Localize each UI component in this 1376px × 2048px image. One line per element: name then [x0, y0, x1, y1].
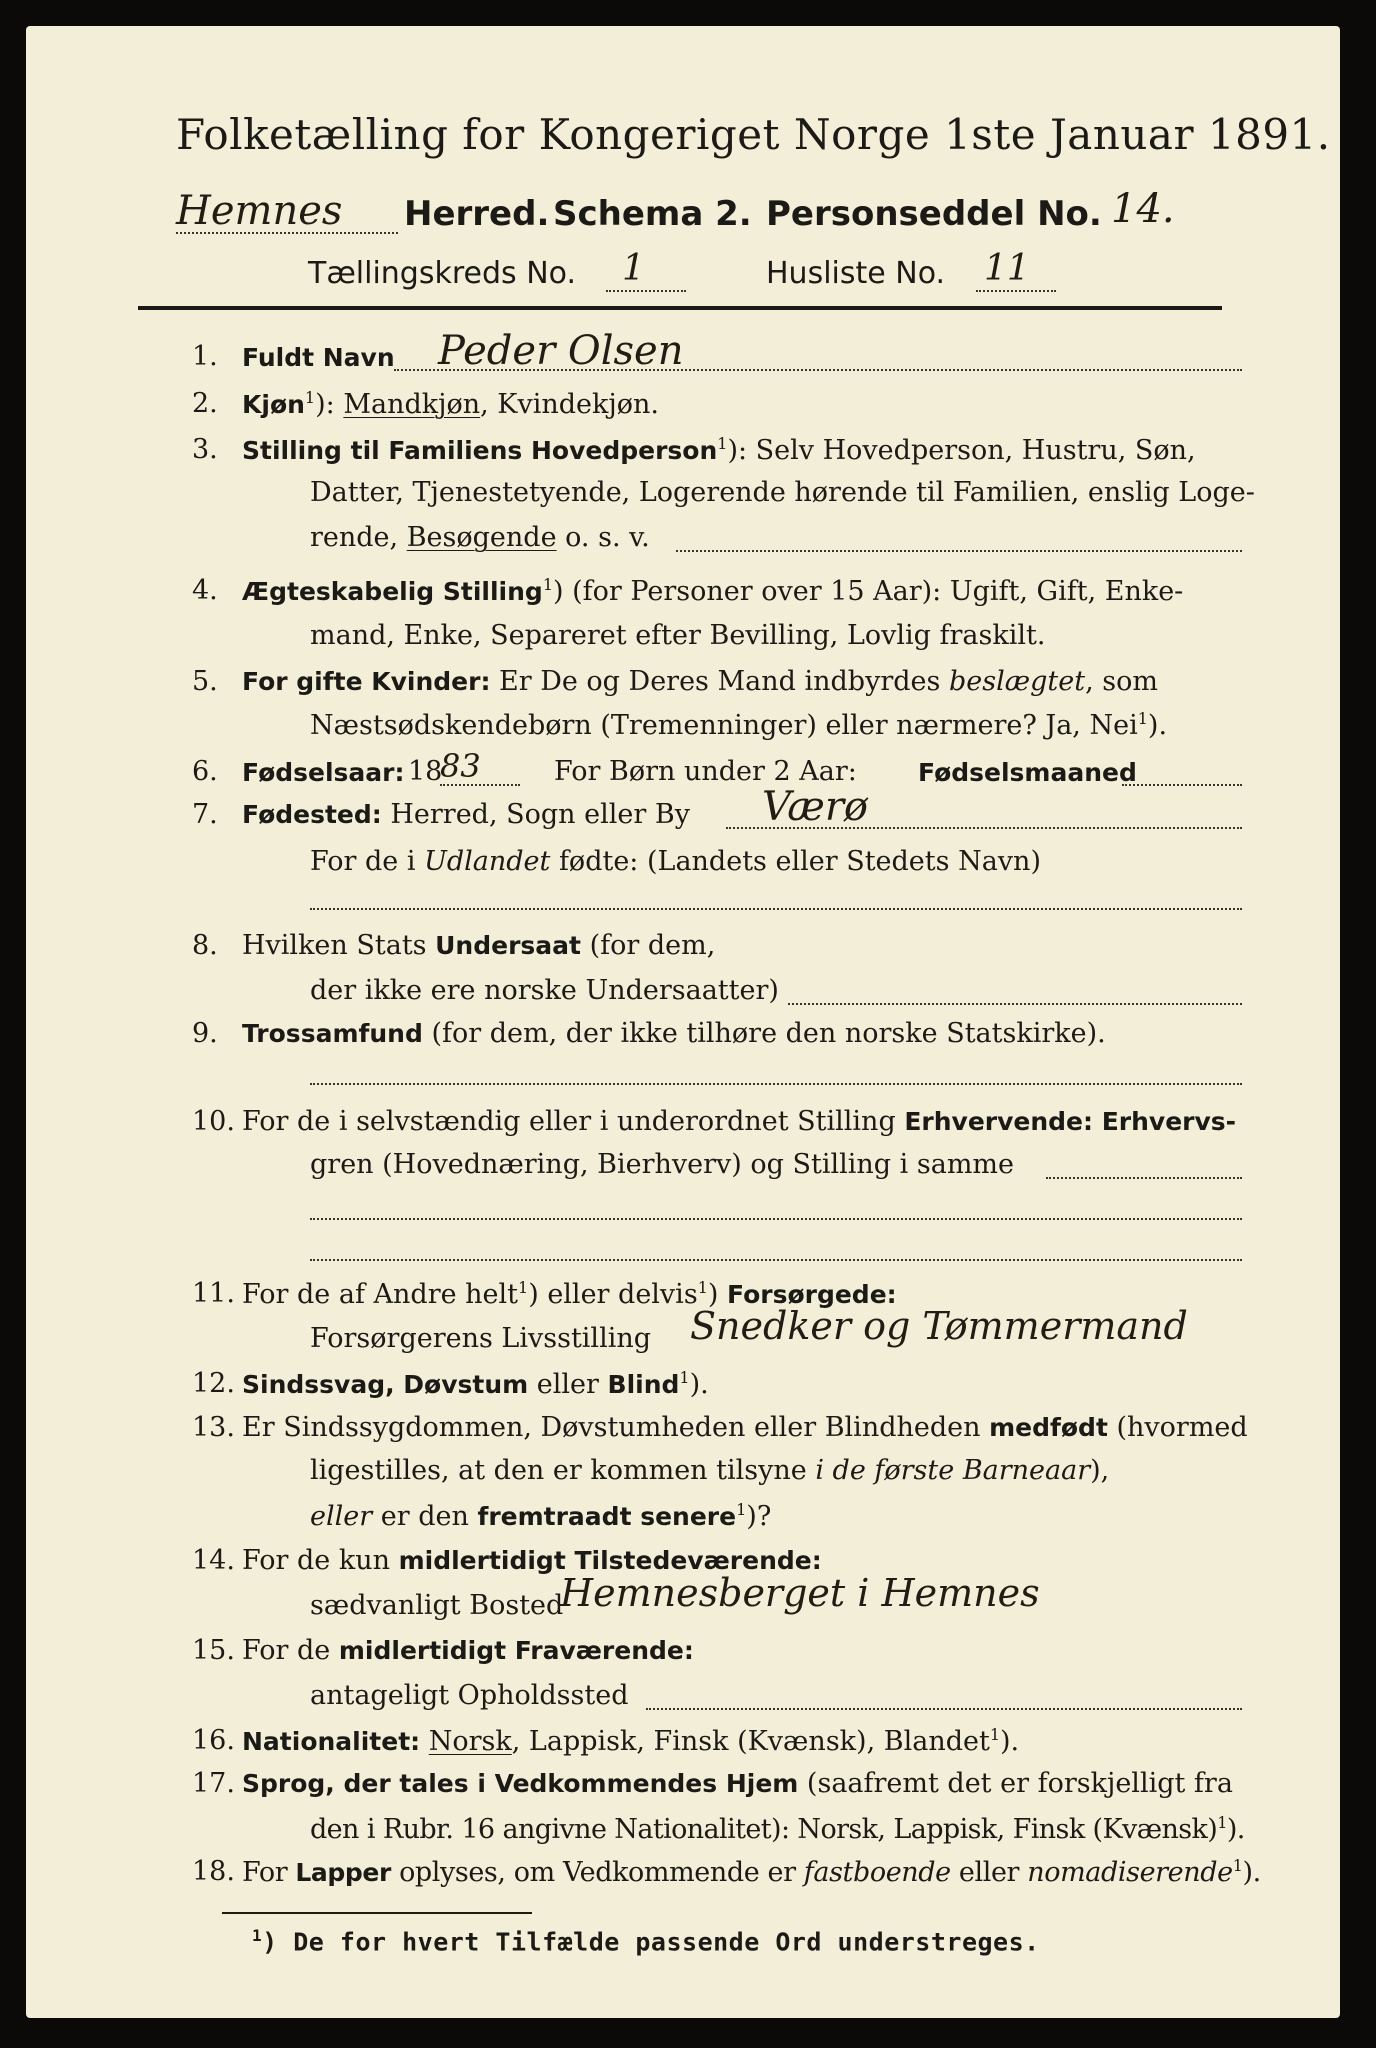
- q7-line2: For de i Udlandet fødte: (Landets eller Stedets Navn): [310, 845, 1041, 877]
- q14-number: 14.: [192, 1545, 235, 1577]
- form-title: Folketælling for Kongeriget Norge 1ste Januar 1891.: [176, 110, 1331, 159]
- q5-line1: For gifte Kvinder: Er De og Deres Mand indbyrdes beslægtet, som: [242, 666, 1158, 698]
- census-form: [26, 26, 1340, 2018]
- q15-line1: For de midlertidigt Fraværende:: [242, 1635, 694, 1666]
- q13-line2: ligestilles, at den er kommen tilsyne i de første Barneaar),: [310, 1455, 1110, 1487]
- footnote-text: $^1$) De for hvert Tilfælde passende Ord understreges.: [252, 1926, 1040, 1957]
- q14-line2: sædvanligt Bosted: [310, 1590, 564, 1622]
- q1-answer: Peder Olsen: [438, 327, 684, 374]
- q11-line2: Forsørgerens Livsstilling: [310, 1322, 652, 1354]
- q3-line1: Stilling til Familiens Hovedperson$^1$): Selv Hovedperson, Hustru, Søn,: [242, 434, 1196, 467]
- personseddel-number: 14.: [1111, 186, 1175, 232]
- q6-number: 6.: [192, 756, 218, 788]
- q10-line2: gren (Hovednæring, Bierhverv) og Stilling i samme: [310, 1148, 1015, 1180]
- q18-line: For Lapper oplyses, om Vedkommende er fastboende eller nomadiserende$^1$).: [242, 1855, 1261, 1888]
- q3-line2: Datter, Tjenestetyende, Logerende hørende til Familien, enslig Loge-: [310, 477, 1255, 509]
- q2-line: Kjøn$^1$): Mandkjøn, Kvindekjøn.: [242, 387, 659, 420]
- q13-line3: eller er den fremtraadt senere$^1$)?: [310, 1500, 772, 1533]
- q6-under2-label: For Børn under 2 Aar:: [554, 756, 857, 788]
- q16-selected-option: Norsk: [428, 1725, 512, 1757]
- herred-handwritten: Hemnes: [176, 188, 343, 234]
- personseddel-label: Personseddel No.: [766, 194, 1102, 234]
- q11-answer: Snedker og Tømmermand: [690, 1304, 1188, 1348]
- q13-number: 13.: [192, 1412, 235, 1444]
- husliste-label: Husliste No.: [766, 256, 946, 291]
- q8-line1: Hvilken Stats Undersaat (for dem,: [242, 930, 716, 961]
- q11-line1: For de af Andre helt$^1$) eller delvis$^1$) Forsørgede:: [242, 1277, 897, 1310]
- q6-year-prefix: 18: [408, 756, 443, 788]
- q8-line2: der ikke ere norske Undersaatter): [310, 974, 779, 1006]
- q3-line3: rende, Besøgende o. s. v.: [310, 522, 650, 554]
- q6-month-label: Fødselsmaaned: [918, 757, 1137, 787]
- q5-line2: Næstsødskendebørn (Tremenninger) eller nærmere? Ja, Nei$^1$).: [310, 709, 1168, 742]
- q7-answer: Værø: [762, 784, 869, 831]
- q14-answer: Hemnesberget i Hemnes: [560, 1571, 1040, 1616]
- footnote-divider: [222, 1912, 532, 1914]
- q15-line2: antageligt Opholdssted: [310, 1679, 629, 1711]
- q2-number: 2.: [192, 387, 218, 419]
- husliste-number: 11: [984, 248, 1030, 289]
- q10-number: 10.: [192, 1105, 235, 1137]
- q7-line1: Fødested: Herred, Sogn eller By: [242, 799, 690, 831]
- q7-number: 7.: [192, 799, 218, 831]
- q17-line1: Sprog, der tales i Vedkommendes Hjem (saafremt det er forskjelligt fra: [242, 1767, 1233, 1799]
- q6-label: Fødselsaar:: [242, 757, 405, 787]
- q14-line1: For de kun midlertidigt Tilstedeværende:: [242, 1545, 822, 1577]
- q8-number: 8.: [192, 930, 218, 961]
- q2-selected-option: Mandkjøn: [343, 388, 481, 420]
- q9-number: 9.: [192, 1017, 218, 1049]
- q5-number: 5.: [192, 666, 218, 698]
- schema-label: Schema 2.: [553, 194, 752, 234]
- q16-line: Nationalitet: Norsk, Lappisk, Finsk (Kvænsk), Blandet$^1$).: [242, 1724, 1020, 1757]
- q6-year-handwritten: 83: [440, 746, 481, 785]
- q1-label: Fuldt Navn: [242, 342, 395, 372]
- kreds-label: Tællingskreds No.: [308, 256, 576, 291]
- q4-line2: mand, Enke, Separeret efter Bevilling, Lovlig fraskilt.: [310, 619, 1046, 651]
- q17-number: 17.: [192, 1767, 235, 1799]
- q16-number: 16.: [192, 1724, 235, 1756]
- kreds-number: 1: [622, 248, 645, 289]
- q4-number: 4.: [192, 574, 218, 606]
- q12-line: Sindssvag, Døvstum eller Blind$^1$).: [242, 1367, 709, 1400]
- q1-number: 1.: [192, 340, 218, 372]
- q18-number: 18.: [192, 1855, 235, 1887]
- herred-label: Herred.: [404, 194, 550, 234]
- q13-line1: Er Sindssygdommen, Døvstumheden eller Blindheden medfødt (hvormed: [242, 1412, 1248, 1444]
- q3-selected-option: Besøgende: [406, 522, 557, 554]
- q12-number: 12.: [192, 1367, 235, 1399]
- q9-line: Trossamfund (for dem, der ikke tilhøre den norske Statskirke).: [242, 1017, 1106, 1049]
- q3-number: 3.: [192, 434, 218, 466]
- q15-number: 15.: [192, 1635, 235, 1666]
- q11-number: 11.: [192, 1277, 235, 1309]
- q17-line2: den i Rubr. 16 angivne Nationalitet): Norsk, Lappisk, Finsk (Kvænsk)$^1$).: [310, 1812, 1245, 1845]
- q10-line1: For de i selvstændig eller i underordnet Stilling Erhvervende: Erhvervs-: [242, 1105, 1237, 1137]
- q4-line1: Ægteskabelig Stilling$^1$) (for Personer over 15 Aar): Ugift, Gift, Enke-: [242, 574, 1184, 607]
